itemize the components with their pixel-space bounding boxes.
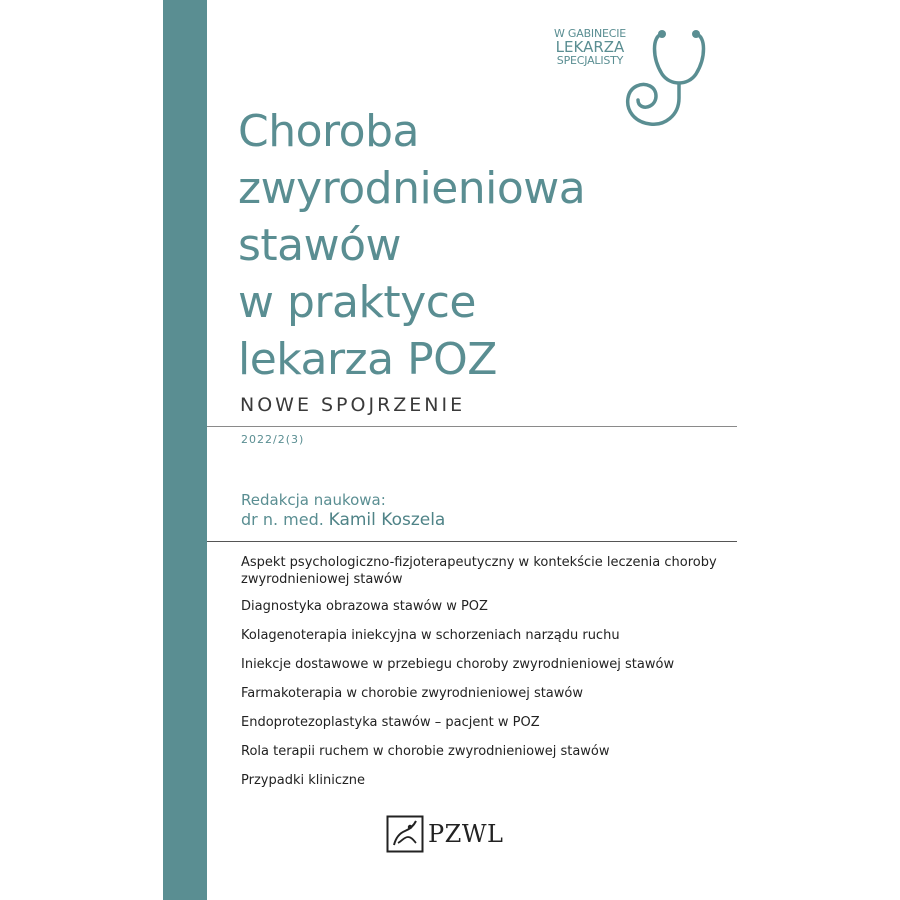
title-line: w praktyce <box>238 277 476 328</box>
contents-item: Aspekt psychologiczno-fizjoterapeutyczny w kontekście leczenia choroby zwyrodnieniowej stawów <box>241 555 717 587</box>
publisher-name: PZWL <box>428 820 504 848</box>
editor-line <box>241 510 445 530</box>
contents-item: Diagnostyka obrazowa stawów w POZ <box>241 599 488 614</box>
divider <box>207 541 737 542</box>
contents-item: Iniekcje dostawowe w przebiegu choroby zwyrodnieniowej stawów <box>241 657 675 672</box>
cover-spine-band <box>163 0 207 900</box>
book-title <box>238 103 718 388</box>
title-line: lekarza POZ <box>238 334 497 385</box>
editor-block <box>241 490 445 530</box>
series-line-2: LEKARZA <box>555 37 625 56</box>
editor-name: Kamil Koszela <box>328 510 446 530</box>
editor-label: Redakcja naukowa: <box>241 491 386 509</box>
contents-item: Endoprotezoplastyka stawów – pacjent w POZ <box>241 715 540 730</box>
title-line: zwyrodnieniowa <box>238 163 586 214</box>
title-line: Choroba <box>238 106 419 157</box>
title-line: stawów <box>238 220 402 271</box>
contents-item: Rola terapii ruchem w chorobie zwyrodnieniowej stawów <box>241 744 610 759</box>
contents-item: Farmakoterapia w chorobie zwyrodnieniowej stawów <box>241 686 583 701</box>
book-subtitle: NOWE SPOJRZENIE <box>240 394 466 416</box>
publisher-logo-icon <box>386 815 424 853</box>
contents-item: Przypadki kliniczne <box>241 773 366 788</box>
series-line-1: W GABINECIE <box>553 27 627 40</box>
editor-title: dr n. med. <box>241 510 324 529</box>
series-line-3: SPECJALISTY <box>556 54 624 68</box>
divider <box>207 426 737 427</box>
contents-list <box>241 554 721 789</box>
issue-number: 2022/2(3) <box>241 433 305 446</box>
publisher-block <box>386 814 503 854</box>
contents-item: Kolagenoterapia iniekcyjna w schorzeniach narządu ruchu <box>241 628 620 643</box>
